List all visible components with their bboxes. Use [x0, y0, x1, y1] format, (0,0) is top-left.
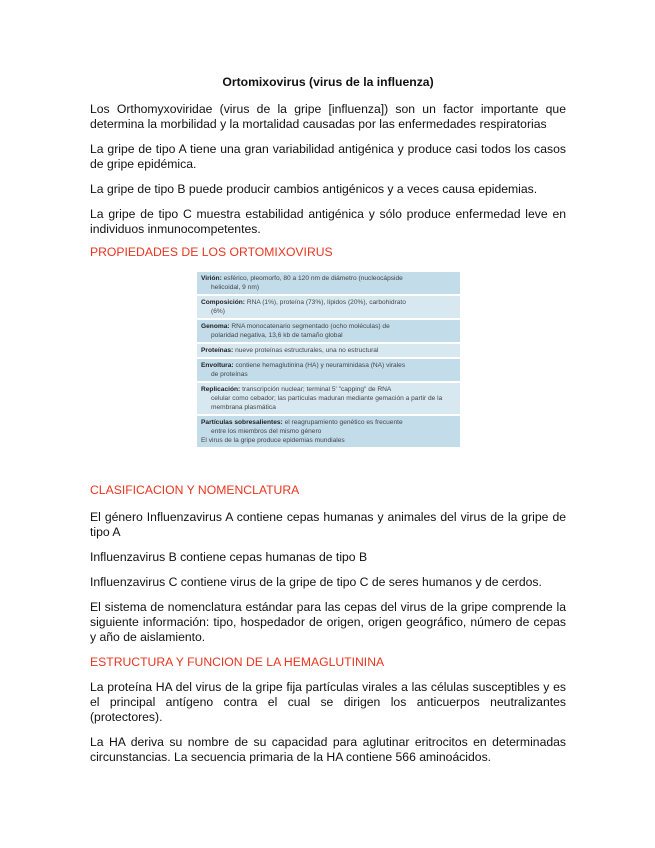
classification-paragraph: Influenzavirus C contiene virus de la gripe de tipo C de seres humanos y de cerdos. [90, 575, 542, 589]
row-text-cont: polaridad negativa, 13,6 kb de tamaño global [211, 332, 343, 339]
table-row [197, 320, 460, 344]
row-label: Proteínas: [201, 347, 234, 354]
row-label: Replicación: [201, 386, 241, 393]
hemagglutinin-paragraph: La HA deriva su nombre de su capacidad para aglutinar eritrocitos en determinadas circunstancias. La secuencia primaria de la HA contiene 566 aminoácidos. [90, 735, 566, 764]
intro-paragraph: Los Orthomyxoviridae (virus de la gripe [influenza]) son un factor importante que determina la morbilidad y la mortalidad causadas por las enfermedades respiratorias [90, 102, 566, 131]
table-row [197, 416, 460, 447]
hemagglutinin-paragraph: La proteína HA del virus de la gripe fija partículas virales a las células susceptibles y es el principal antígeno contra el cual se dirigen los anticuerpos neutralizantes (protectores). [90, 680, 566, 724]
table-row [197, 296, 460, 320]
classification-paragraph: Influenzavirus B contiene cepas humanas de tipo B [90, 550, 368, 564]
document-title: Ortomixovirus (virus de la influenza) [222, 75, 434, 89]
classification-paragraph: El sistema de nomenclatura estándar para las cepas del virus de la gripe comprende la siguiente información: tipo, hospedador de origen, origen geográfico, número de cepas y año de aislamiento. [90, 600, 566, 644]
section-heading-hemagglutinin: ESTRUCTURA Y FUNCION DE LA HEMAGLUTININA [90, 655, 385, 669]
row-text-cont: helicoidal, 9 nm) [211, 284, 260, 291]
row-text-cont: entre los miembros del mismo género [211, 428, 322, 435]
row-text: transcripción nuclear; terminal 5' "capping" de RNA [242, 386, 392, 393]
spacer [90, 447, 566, 483]
row-text: contiene hemaglutinina (HA) y neuraminidasa (NA) virales [235, 362, 406, 369]
intro-paragraph: La gripe de tipo B puede producir cambios antigénicos y a veces causa epidemias. [90, 182, 538, 196]
row-label: Partículas sobresalientes: [201, 419, 283, 426]
row-text-cont: (6%) [211, 308, 225, 315]
table-footer: El virus de la gripe produce epidemias mundiales [201, 437, 345, 444]
section-heading-properties: PROPIEDADES DE LOS ORTOMIXOVIRUS [90, 245, 333, 259]
classification-paragraph: El género Influenzavirus A contiene cepas humanas y animales del virus de la gripe de tipo A [90, 510, 566, 539]
row-text: esférico, pleomorfo, 80 a 120 nm de diámetro (nucleocápside [223, 275, 403, 282]
table-row [197, 359, 460, 383]
row-text: el reagrupamiento genético es frecuente [284, 419, 403, 426]
table-row [197, 272, 460, 296]
table-row [197, 344, 460, 359]
row-text-cont: de proteínas [211, 371, 248, 378]
row-label: Genoma: [201, 323, 230, 330]
row-text-cont: celular como cebador; las partículas maduran mediante gemación a partir de la membrana plasmática [211, 395, 443, 411]
intro-paragraph: La gripe de tipo A tiene una gran variabilidad antigénica y produce casi todos los casos de gripe epidémica. [90, 142, 566, 171]
properties-table [197, 272, 460, 447]
row-label: Envoltura: [201, 362, 234, 369]
row-text: RNA monocatenario segmentado (ocho moléculas) de [231, 323, 390, 330]
table-row [197, 383, 460, 416]
intro-paragraph: La gripe de tipo C muestra estabilidad antigénica y sólo produce enfermedad leve en individuos inmunocompetentes. [90, 207, 566, 236]
row-text: RNA (1%), proteína (73%), lípidos (20%), carbohidrato [246, 299, 406, 306]
section-heading-classification: CLASIFICACION Y NOMENCLATURA [90, 483, 300, 497]
row-text: nueve proteínas estructurales, una no estructural [235, 347, 379, 354]
row-label: Composición: [201, 299, 245, 306]
document-page [90, 74, 566, 775]
row-label: Virión: [201, 275, 222, 282]
